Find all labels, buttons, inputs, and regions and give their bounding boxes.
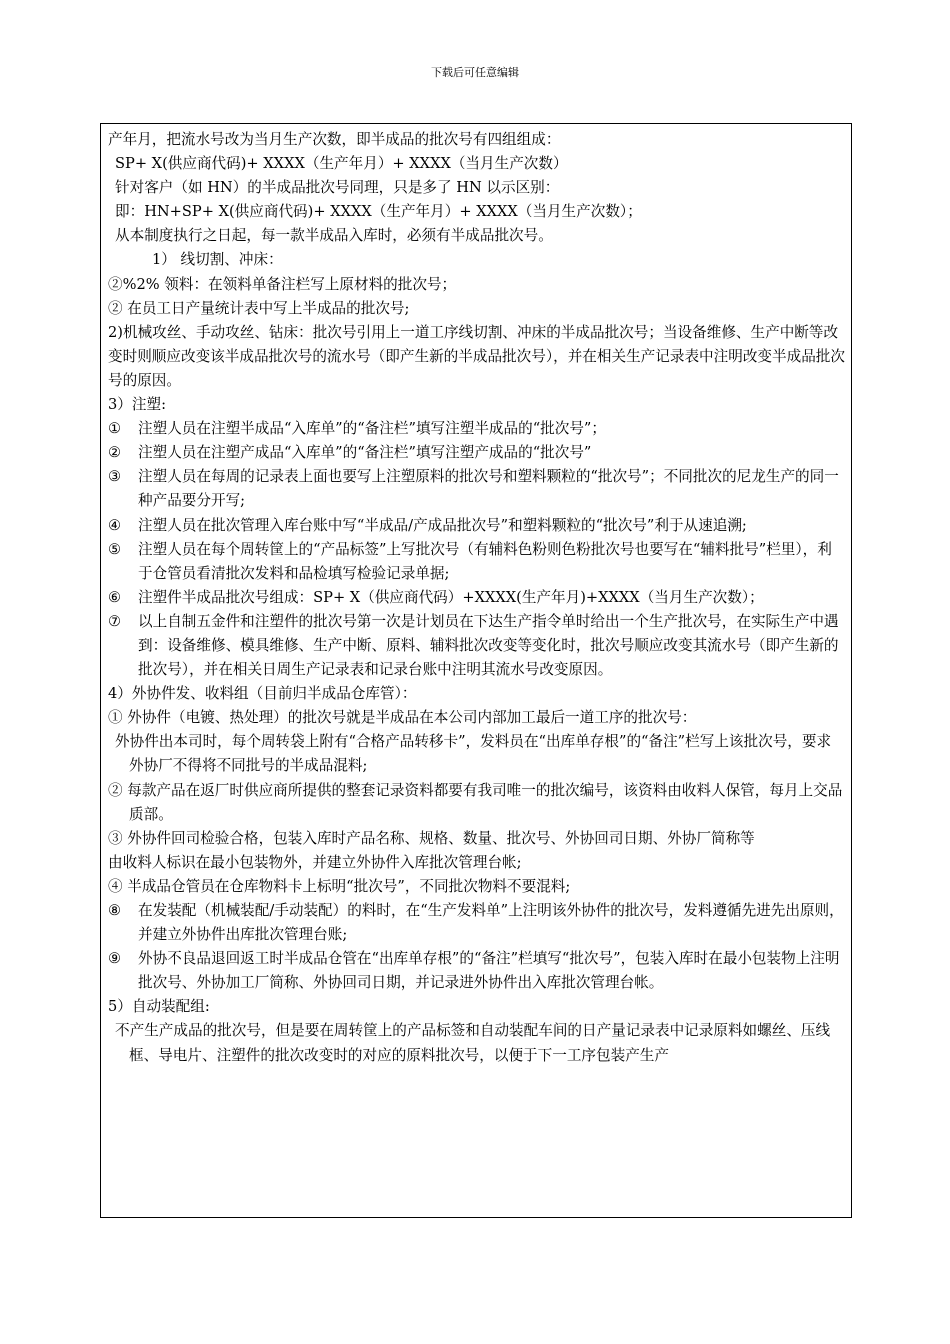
list-item	[108, 586, 845, 610]
text-line: ②%2% 领料：在领料单备注栏写上原材料的批次号；	[108, 275, 457, 293]
text-line: 产年月，把流水号改为当月生产次数，即半成品的批次号有四组组成：	[108, 131, 561, 148]
paragraph: 外协件出本司时，每个周转袋上附有“合格产品转移卡”，发料员在“出库单存根”的“备注”栏写上该批次号，要求外协厂不得将不同批号的半成品混料;	[115, 733, 832, 775]
paragraph: ② 每款产品在返厂时供应商所提供的整套记录资料都要有我司唯一的批次编号，该资料由收料人保管，每月上交品质部。	[108, 781, 843, 823]
section-heading: 4）外协件发、收料组（目前归半成品仓库管）：	[108, 685, 417, 703]
list-marker: ③	[108, 468, 122, 486]
list-item	[108, 538, 845, 586]
text-line: 即：HN+SP+ X(供应商代码)+ XXXX（生产年月）+ XXXX（当月生产次数）；	[115, 203, 642, 221]
section-heading: 1） 线切割、冲床：	[152, 251, 283, 269]
text-line: 从本制度执行之日起，每一款半成品入库时，必须有半成品批次号。	[115, 227, 553, 245]
list-text: 注塑人员在每个周转筐上的“产品标签”上写批次号（有辅料色粉则色粉批次号也要写在“辅料批号”栏里），利于仓管员看清批次发料和品检填写检验记录单据;	[138, 540, 832, 582]
text-line: 由收料人标识在最小包装物外，并建立外协件入库批次管理台帐;	[108, 853, 522, 871]
list-marker: ①	[108, 420, 122, 438]
list-marker: ⑤	[108, 540, 122, 558]
list-marker: ⑦	[108, 612, 122, 630]
text-line: ② 在员工日产量统计表中写上半成品的批次号;	[108, 299, 410, 317]
list-text: 在发装配（机械装配/手动装配）的料时，在“生产发料单”上注明该外协件的批次号，发料遵循先进先出原则，并建立外协件出库批次管理台账;	[138, 902, 844, 944]
text-line: 针对客户（如 HN）的半成品批次号同理，只是多了 HN 以示区别：	[115, 179, 560, 197]
text-line: SP+ X(供应商代码)+ XXXX（生产年月）+ XXXX（当月生产次数）	[115, 155, 568, 173]
list-text: 注塑件半成品批次号组成：SP+ X（供应商代码）+XXXX(生产年月)+XXXX（当月生产次数）；	[138, 588, 764, 606]
list-text: 注塑人员在批次管理入库台账中写“半成品/产成品批次号”和塑料颗粒的“批次号”利于从速追溯;	[138, 516, 747, 534]
list-item	[108, 610, 845, 682]
list-item	[108, 514, 845, 538]
paragraph: 2)机械攻丝、手动攻丝、钻床：批次号引用上一道工序线切割、冲床的半成品批次号；当设备维修、生产中断等改变时则顺应改变该半成品批次号的流水号（即产生新的半成品批次号），并在相关生产记录表中注明改变半成品批次号的原因。	[108, 323, 845, 389]
list-item	[108, 441, 845, 465]
text-line: ④ 半成品仓管员在仓库物料卡上标明“批次号”，不同批次物料不要混料;	[108, 877, 571, 895]
list-item	[108, 899, 845, 947]
list-text: 注塑人员在注塑半成品“入库单”的“备注栏”填写注塑半成品的“批次号”；	[138, 420, 606, 438]
text-line: ① 外协件（电镀、热处理）的批次号就是半成品在本公司内部加工最后一道工序的批次号：	[108, 709, 697, 727]
list-text: 外协不良品退回返工时半成品仓管在“出库单存根”的“备注”栏填写“批次号”，包装入库时在最小包装物上注明批次号、外协加工厂简称、外协回司日期，并记录进外协件出入库批次管理台帐。	[138, 950, 840, 992]
list-marker: ⑧	[108, 902, 122, 919]
list-item	[108, 417, 845, 441]
list-marker: ②	[108, 444, 122, 462]
list-item	[108, 947, 845, 995]
section-heading: 5）自动装配组:	[108, 998, 210, 1016]
document-body	[101, 124, 851, 1068]
section-heading: 3）注塑:	[108, 396, 166, 414]
list-marker: ⑨	[108, 950, 122, 968]
list-item	[108, 465, 845, 513]
paragraph: ③ 外协件回司检验合格，包装入库时产品名称、规格、数量、批次号、外协回司日期、外协厂简称等	[108, 829, 755, 847]
list-text: 注塑人员在注塑产成品“入库单”的“备注栏”填写注塑产成品的“批次号”	[138, 444, 592, 462]
page-header: 下载后可任意编辑	[431, 66, 519, 79]
paragraph: 不产生产成品的批次号，但是要在周转筐上的产品标签和自动装配车间的日产量记录表中记录原料如螺丝、压线框、导电片、注塑件的批次改变时的对应的原料批次号，以便于下一工序包装产生产	[115, 1022, 831, 1064]
document-frame	[100, 123, 852, 1218]
list-marker: ④	[108, 516, 122, 534]
list-marker: ⑥	[108, 588, 122, 606]
list-text: 注塑人员在每周的记录表上面也要写上注塑原料的批次号和塑料颗粒的“批次号”；不同批次的尼龙生产的同一种产品要分开写;	[138, 468, 839, 510]
list-text: 以上自制五金件和注塑件的批次号第一次是计划员在下达生产指令单时给出一个生产批次号，在实际生产中遇到：设备维修、模具维修、生产中断、原料、辅料批次改变等变化时，批次号顺应改变其流水号（即产生新的批次号），并在相关日周生产记录表和记录台账中注明其流水号改变原因。	[138, 612, 839, 679]
